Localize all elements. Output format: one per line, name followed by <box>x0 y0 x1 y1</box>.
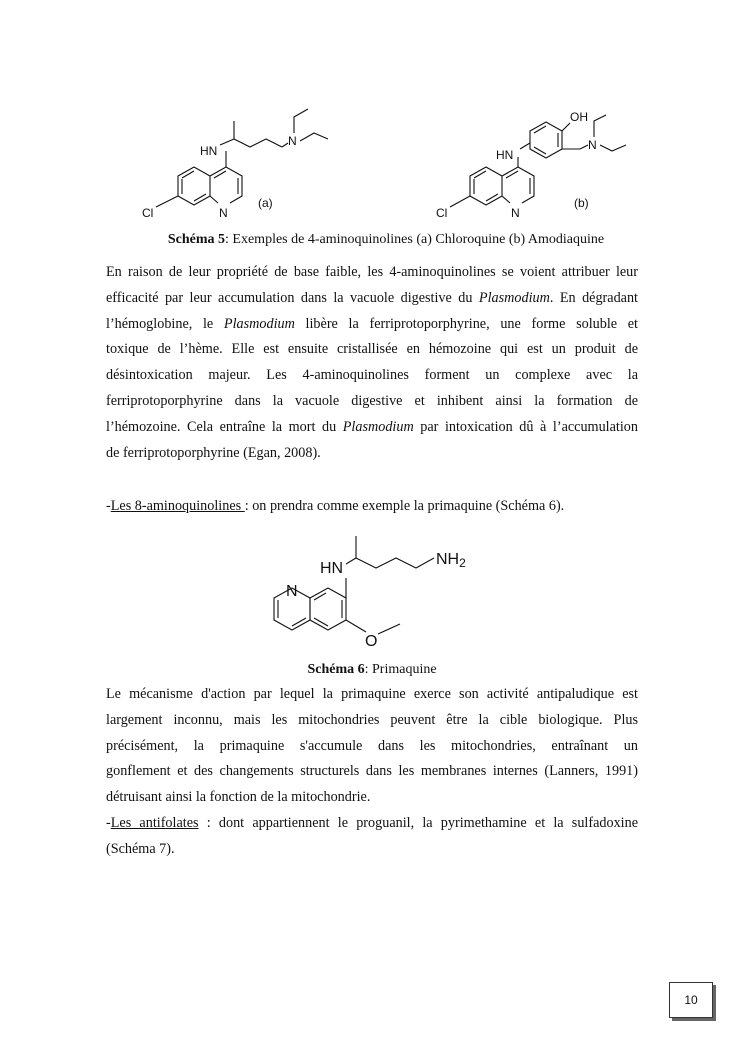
text-segment: libère la ferriprotoporphyrine, une forme soluble et <box>294 315 638 332</box>
hn-atom-label: HN <box>320 560 344 577</box>
nh2-subscript: 2 <box>459 556 466 570</box>
schema6-caption-text: : Primaquine <box>364 662 437 677</box>
molecule-a-label: (a) <box>258 196 273 210</box>
paragraph-line: précisément, la primaquine s'accumule dans les mitochondries, entraînant un <box>106 737 638 754</box>
paragraph-line <box>106 286 638 312</box>
plasmodium-italic: Plasmodium <box>342 418 414 435</box>
n-amine-atom-label: N <box>288 134 297 148</box>
paragraph-line: détruisant ainsi la fonction de la mitochondrie. <box>106 789 371 806</box>
paragraph-line: gonflement et des changements structurels dans les membranes internes (Lanners, 1991) <box>106 763 638 780</box>
oh-atom-label: OH <box>570 110 588 124</box>
n-ring-atom-label: N <box>286 583 298 600</box>
plasmodium-italic: Plasmodium <box>223 315 295 332</box>
text-segment: efficacité par leur accumulation dans la vacuole digestive du <box>106 289 479 306</box>
section-heading-line <box>106 811 638 837</box>
plasmodium-italic: Plasmodium <box>478 289 550 306</box>
nh-text: NH <box>436 551 460 568</box>
paragraph-line: largement inconnu, mais les mitochondries peuvent être la cible biologique. Plus <box>106 711 638 728</box>
molecule-b-label: (b) <box>574 196 589 210</box>
n-ring-atom-label: N <box>511 206 520 220</box>
section-title-rest: : on prendra comme exemple la primaquine (Schéma 6). <box>244 498 565 514</box>
text-segment: l’hémozoine. Cela entraîne la mort du <box>106 418 343 435</box>
text-segment: . En dégradant <box>549 289 638 306</box>
o-atom-label: O <box>365 633 378 650</box>
schema5-caption-label: Schéma 5 <box>167 232 226 247</box>
cl-atom-label: Cl <box>142 206 154 220</box>
hn-atom-label: HN <box>496 148 514 162</box>
schema5-caption <box>106 232 666 248</box>
hn-atom-label: HN <box>200 144 218 158</box>
paragraph-line: de ferriprotoporphyrine (Egan, 2008). <box>106 444 321 461</box>
section-title-rest: : dont appartiennent le proguanil, la pyrimethamine et la sulfadoxine <box>198 814 639 831</box>
n-ring-atom-label: N <box>219 206 228 220</box>
nh2-atom-label <box>436 551 466 570</box>
section-title-underlined: Les 8-aminoquinolines <box>110 498 245 514</box>
paragraph-line <box>106 312 638 338</box>
schema6-caption <box>106 662 638 678</box>
paragraph-line: (Schéma 7). <box>106 840 175 857</box>
paragraph-line: toxique de l’hème. Elle est ensuite cristallisée en hémozoine qui est un produit de <box>106 341 638 358</box>
amodiaquine-structure <box>430 95 650 225</box>
section-title-underlined: Les antifolates <box>110 814 199 831</box>
paragraph-line <box>106 415 638 441</box>
dash: - <box>106 814 111 831</box>
chloroquine-structure <box>130 95 360 225</box>
paragraph-line: ferriprotoporphyrine dans la vacuole digestive et inhibent ainsi la formation de <box>106 392 638 409</box>
section-8-aminoquinolines <box>106 494 638 520</box>
text-segment: par intoxication dû à l’accumulation <box>413 418 638 435</box>
page-number-box <box>669 982 713 1018</box>
dash: - <box>106 498 111 514</box>
section-heading-line <box>106 494 638 520</box>
paragraph-4-aminoquinolines <box>106 260 638 466</box>
schema5-caption-text: : Exemples de 4-aminoquinolines (a) Chloroquine (b) Amodiaquine <box>225 232 605 247</box>
page-number: 10 <box>684 993 698 1007</box>
paragraph-primaquine <box>106 682 638 863</box>
text-segment: l’hémoglobine, le <box>106 315 224 332</box>
cl-atom-label: Cl <box>436 206 448 220</box>
paragraph-line: désintoxication majeur. Les 4-aminoquinolines forment un complexe avec la <box>106 367 638 384</box>
schema6-caption-label: Schéma 6 <box>307 662 365 677</box>
n-amine-atom-label: N <box>588 138 597 152</box>
paragraph-line: Le mécanisme d'action par lequel la primaquine exerce son activité antipaludique est <box>106 686 638 702</box>
primaquine-structure <box>262 536 482 651</box>
paragraph-line: En raison de leur propriété de base faible, les 4-aminoquinolines se voient attribuer leur <box>106 264 638 280</box>
